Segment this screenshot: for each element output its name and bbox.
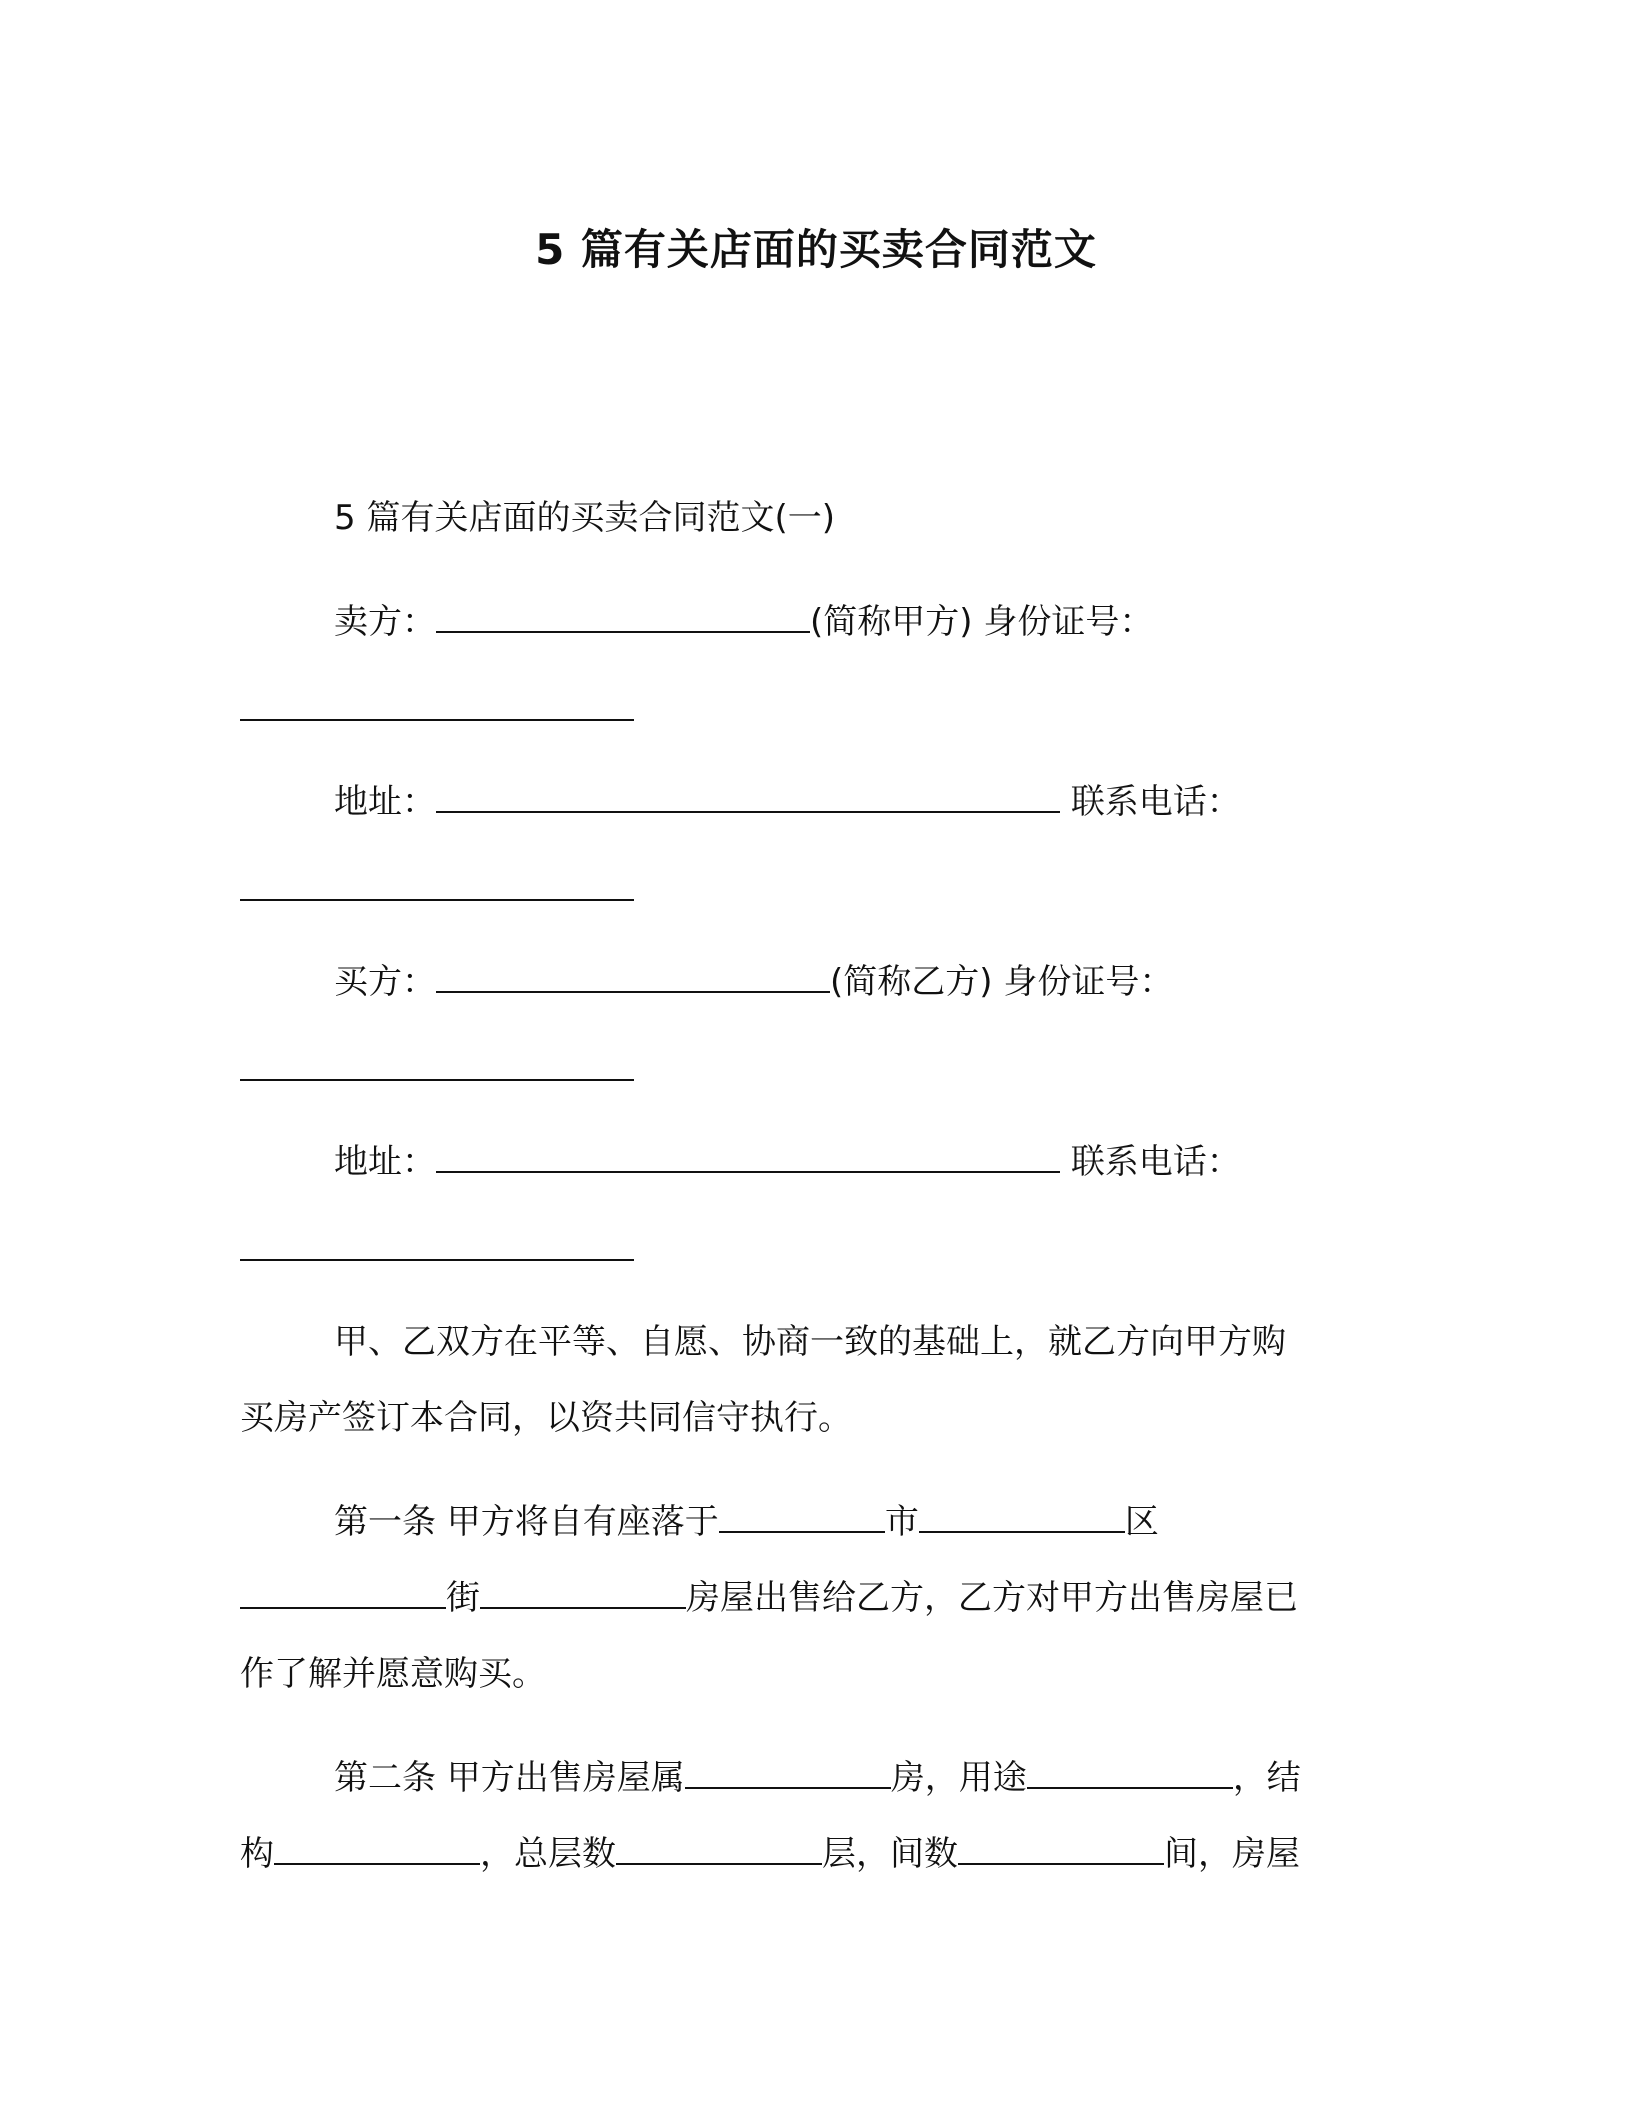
seller-phone-line (240, 866, 634, 914)
article1-line-2 (240, 1574, 1298, 1622)
intro-line-1: 甲、乙双方在平等、自愿、协商一致的基础上，就乙方向甲方购 (334, 1322, 1286, 1362)
rooms-label: 层，间数 (822, 1834, 958, 1874)
buyer-name-blank (436, 959, 830, 993)
buyer-phone-blank (240, 1227, 634, 1261)
seller-id-line (240, 686, 634, 734)
article2-line-2 (240, 1830, 1300, 1878)
usage-label: 房，用途 (890, 1758, 1027, 1798)
city-label: 市 (884, 1502, 919, 1542)
address-label: 地址： (334, 1142, 436, 1182)
house-label: 间，房屋 (1164, 1834, 1300, 1874)
seller-name-blank (436, 599, 810, 633)
seller-phone-blank (240, 867, 634, 901)
structure-label-end: 构 (240, 1834, 274, 1874)
contract-subtitle: 5 篇有关店面的买卖合同范文(一) (334, 498, 835, 538)
intro-line-2: 买房产签订本合同，以资共同信守执行。 (240, 1398, 852, 1438)
buyer-address-blank (436, 1139, 1060, 1173)
street-blank (480, 1575, 686, 1609)
seller-note: (简称甲方) 身份证号： (810, 602, 1154, 642)
rooms-blank (958, 1831, 1164, 1865)
article1-heading: 第一条 甲方将自有座落于 (334, 1502, 719, 1542)
buyer-phone-line (240, 1226, 634, 1274)
buyer-line (334, 958, 1173, 1006)
address-label: 地址： (334, 782, 436, 822)
buyer-id-line (240, 1046, 634, 1094)
buyer-note: (简称乙方) 身份证号： (830, 962, 1174, 1002)
floors-blank (616, 1831, 822, 1865)
floors-label: ，总层数 (480, 1834, 616, 1874)
article2-heading: 第二条 甲方出售房屋属 (334, 1758, 685, 1798)
seller-id-blank (240, 687, 634, 721)
street-label: 街 (446, 1578, 480, 1618)
phone-label: 联系电话： (1070, 1142, 1241, 1182)
seller-label: 卖方： (334, 602, 436, 642)
usage-blank (1027, 1755, 1233, 1789)
city-blank (719, 1499, 885, 1533)
buyer-address-line (334, 1138, 1241, 1186)
buyer-label: 买方： (334, 962, 436, 1002)
article2-line-1 (334, 1754, 1301, 1802)
seller-address-line (334, 778, 1241, 826)
house-type-blank (685, 1755, 891, 1789)
buyer-id-blank (240, 1047, 634, 1081)
seller-line (334, 598, 1153, 646)
district-blank (919, 1499, 1125, 1533)
area-blank (240, 1575, 446, 1609)
article1-line-1 (334, 1498, 1159, 1546)
seller-address-blank (436, 779, 1060, 813)
document-title: 5 篇有关店面的买卖合同范文 (535, 225, 1097, 274)
article1-text: 房屋出售给乙方，乙方对甲方出售房屋已 (686, 1578, 1298, 1618)
structure-blank (274, 1831, 480, 1865)
structure-label-start: ，结 (1232, 1758, 1301, 1798)
phone-label: 联系电话： (1070, 782, 1241, 822)
district-label: 区 (1124, 1502, 1159, 1542)
article1-line-3: 作了解并愿意购买。 (240, 1654, 546, 1694)
